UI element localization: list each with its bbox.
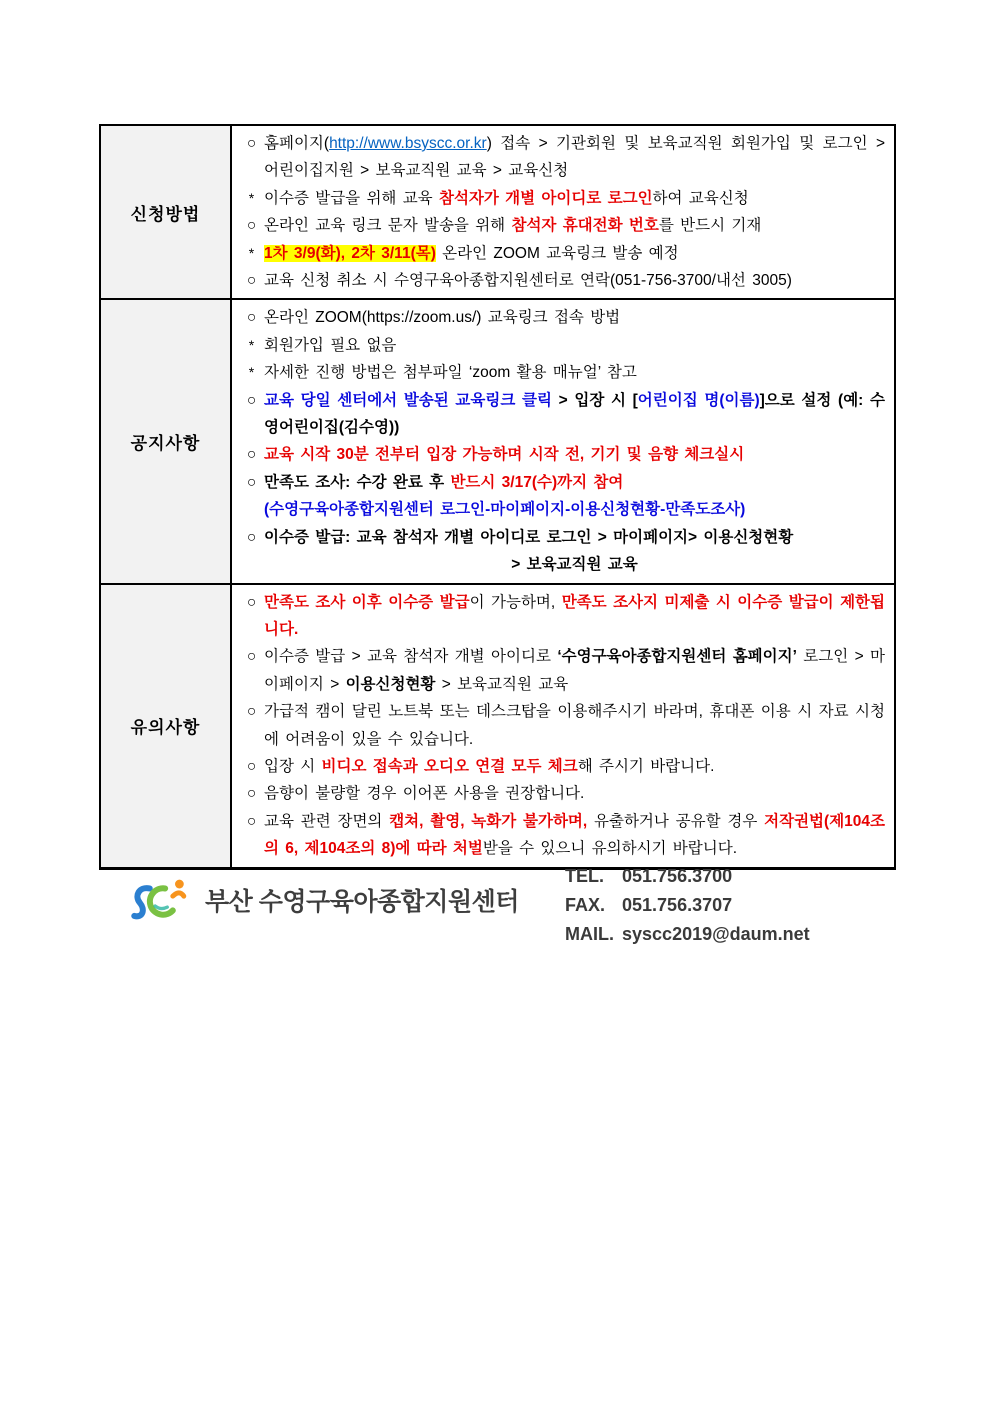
- list-item: [239, 304, 885, 331]
- list-item: [239, 332, 885, 359]
- circle-bullet-icon: ○: [246, 648, 257, 666]
- homepage-link[interactable]: http://www.bsyscc.or.kr: [329, 135, 487, 152]
- text-segment: 교육 신청 취소 시 수영구육아종합지원센터로 연락(051-756-3700/내선 3005): [264, 272, 792, 290]
- text-segment: 온라인 ZOOM 교육링크 발송 예정: [435, 244, 679, 262]
- table-row-notice: [101, 298, 894, 582]
- list-item: [239, 130, 885, 185]
- list-item: [239, 496, 885, 523]
- item-text: [264, 359, 885, 386]
- list-item: [239, 551, 885, 578]
- text-segment: 저작권법(제104조의 6, 제104조의 8)에 따라 처벌: [264, 812, 886, 858]
- list-item: [239, 387, 885, 442]
- asterisk-bullet-icon: *: [248, 189, 255, 206]
- item-text: [264, 185, 885, 212]
- text-segment: 반드시 3/17(수)까지 참여: [450, 473, 624, 491]
- tel-line: [565, 862, 810, 891]
- text-segment: 홈페이지(: [264, 135, 330, 152]
- item-text: [264, 808, 885, 863]
- circle-bullet-icon: ○: [246, 217, 257, 235]
- list-item: [239, 469, 885, 496]
- text-segment: > 입장 시: [551, 391, 633, 409]
- tel-value: 051.756.3700: [622, 866, 733, 886]
- item-text: [264, 332, 885, 359]
- item-text: [264, 387, 885, 442]
- text-segment: 만족도 조사: 수강 완료 후: [264, 473, 451, 491]
- text-segment: 받을 수 있으니 유의하시기 바랍니다.: [482, 840, 738, 858]
- center-logo-icon: [131, 874, 197, 926]
- text-segment: 캡쳐, 촬영, 녹화가 불가하며,: [389, 812, 588, 830]
- text-segment: ]: [759, 391, 765, 409]
- table-row-apply-method: [101, 126, 894, 298]
- list-item: [239, 441, 885, 468]
- text-segment: (수영구육아종합지원센터 로그인-마이페이지-이용신청현황-만족도조사): [264, 501, 746, 519]
- info-table: [99, 124, 896, 870]
- circle-bullet-icon: ○: [246, 528, 257, 546]
- list-item: [239, 267, 885, 294]
- circle-bullet-icon: ○: [246, 812, 257, 830]
- text-segment: 으로 설정 (예: 수영어린이집(김수영)): [264, 391, 885, 437]
- text-segment: 만족도 조사 이후 이수증 발급: [264, 593, 470, 611]
- text-segment: 입장 시: [264, 757, 322, 775]
- text-segment: 이수증 발급을 위해 교육: [264, 189, 439, 207]
- circle-bullet-icon: ○: [246, 593, 257, 611]
- text-segment: 이수증 발급: 교육 참석자 개별 아이디로 로그인 > 마이페이지> 이용신청현황: [264, 528, 794, 546]
- text-segment: 어린이집 명(이름): [637, 391, 760, 409]
- text-segment: 음향이 불량할 경우 이어폰 사용을 권장합니다.: [264, 785, 585, 803]
- footer-logo: [131, 874, 519, 926]
- item-text: [264, 240, 885, 267]
- circle-bullet-icon: ○: [246, 309, 257, 327]
- text-segment: 참석자가 개별 아이디로 로그인: [438, 189, 653, 207]
- text-segment: 교육 관련 장면의: [264, 812, 390, 830]
- text-segment: [: [632, 391, 638, 409]
- list-item: [239, 753, 885, 780]
- text-segment: 교육 시작 30분 전부터 입장 가능하며 시작 전, 기기 및 음향 체크실시: [264, 446, 745, 464]
- circle-bullet-icon: ○: [246, 135, 257, 152]
- list-item: [239, 212, 885, 239]
- item-text: [264, 304, 885, 331]
- text-segment: 가급적 캠이 달린 노트북 또는 데스크탑을 이용해주시기 바라며, 휴대폰 이용 시 자료 시청에 어려움이 있을 수 있습니다.: [264, 703, 885, 748]
- list-item: [239, 524, 885, 551]
- asterisk-bullet-icon: *: [248, 244, 255, 261]
- text-segment: 온라인 ZOOM(https://zoom.us/) 교육링크 접속 방법: [264, 309, 621, 327]
- tel-label: TEL.: [565, 866, 604, 886]
- item-text: [264, 130, 885, 185]
- item-text: [264, 469, 885, 496]
- list-item: [239, 808, 885, 863]
- text-segment: 만족도 조사지 미제출 시 이수증 발급이 제한됩니다.: [264, 593, 885, 638]
- item-text: [264, 212, 885, 239]
- text-segment: 하여 교육신청: [652, 189, 749, 207]
- text-segment: > 보육교직원 교육: [435, 675, 569, 693]
- item-text: [264, 780, 885, 807]
- circle-bullet-icon: ○: [246, 391, 257, 409]
- list-item: [239, 698, 885, 753]
- text-segment: 해 주시기 바랍니다.: [577, 757, 715, 775]
- item-text: [264, 441, 885, 468]
- contact-info: [565, 862, 810, 949]
- text-segment: 이수증 발급 > 교육 참석자 개별 아이디로: [264, 648, 558, 666]
- circle-bullet-icon: ○: [246, 473, 257, 491]
- org-name: 부산 수영구육아종합지원센터: [205, 888, 519, 916]
- text-segment: 로그인 > 마이페이지 >: [264, 648, 885, 693]
- text-segment: ) 접속 > 기관회원 및 보육교직원 회원가입 및 로그인 > 어린이집지원 > 보육교직원 교육 > 교육신청: [264, 135, 885, 180]
- text-segment: 비디오 접속과 오디오 연결 모두 체크: [321, 757, 578, 775]
- circle-bullet-icon: ○: [246, 272, 257, 290]
- asterisk-bullet-icon: *: [248, 364, 255, 381]
- circle-bullet-icon: ○: [246, 703, 257, 721]
- asterisk-bullet-icon: *: [248, 336, 255, 353]
- row-content-apply-method: [232, 126, 894, 298]
- text-segment: 자세한 진행 방법은 첨부파일 ‘zoom 활용 매뉴얼’ 참고: [264, 364, 637, 382]
- item-text: [264, 698, 885, 753]
- text-segment: 온라인 교육 링크 문자 발송을 위해: [264, 217, 512, 235]
- list-item: [239, 240, 885, 267]
- circle-bullet-icon: ○: [246, 785, 257, 803]
- text-segment: 회원가입 필요 없음: [264, 336, 397, 354]
- text-segment: 이 가능하며,: [469, 593, 562, 611]
- fax-line: [565, 891, 810, 920]
- fax-value: 051.756.3707: [622, 895, 733, 915]
- table-row-caution: [101, 583, 894, 867]
- fax-label: FAX.: [565, 895, 606, 915]
- list-item: [239, 780, 885, 807]
- item-text: [264, 267, 885, 294]
- list-item: [239, 359, 885, 386]
- no-bullet: [239, 551, 264, 578]
- text-segment: 교육 당일 센터에서 발송된 교육링크 클릭: [264, 391, 552, 409]
- text-segment: > 보육교직원 교육: [511, 556, 638, 574]
- item-text: [264, 753, 885, 780]
- item-text: [264, 496, 885, 523]
- text-segment: 를 반드시 기재: [658, 217, 762, 235]
- text-segment: ‘수영구육아종합지원센터 홈페이지’: [557, 648, 797, 666]
- list-item: [239, 643, 885, 698]
- item-text: [264, 589, 885, 644]
- row-content-caution: [232, 585, 894, 867]
- list-item: [239, 185, 885, 212]
- text-segment: 이용신청현황: [345, 675, 436, 693]
- no-bullet: [239, 496, 264, 523]
- circle-bullet-icon: ○: [246, 757, 257, 775]
- text-segment: 유출하거나 공유할 경우: [587, 812, 765, 830]
- text-segment: 참석자 휴대전화 번호: [511, 217, 659, 235]
- mail-label: MAIL.: [565, 924, 614, 944]
- item-text: [264, 643, 885, 698]
- mail-value: syscc2019@daum.net: [622, 924, 810, 944]
- text-segment: 1차 3/9(화), 2차 3/11(목): [264, 244, 436, 262]
- list-item: [239, 589, 885, 644]
- row-content-notice: [232, 300, 894, 582]
- row-label-notice: 공지사항: [101, 300, 232, 582]
- mail-line: [565, 920, 810, 949]
- row-label-caution: 유의사항: [101, 585, 232, 867]
- item-text: [264, 524, 885, 551]
- item-text: [264, 551, 885, 578]
- row-label-apply-method: 신청방법: [101, 126, 232, 298]
- circle-bullet-icon: ○: [246, 446, 257, 464]
